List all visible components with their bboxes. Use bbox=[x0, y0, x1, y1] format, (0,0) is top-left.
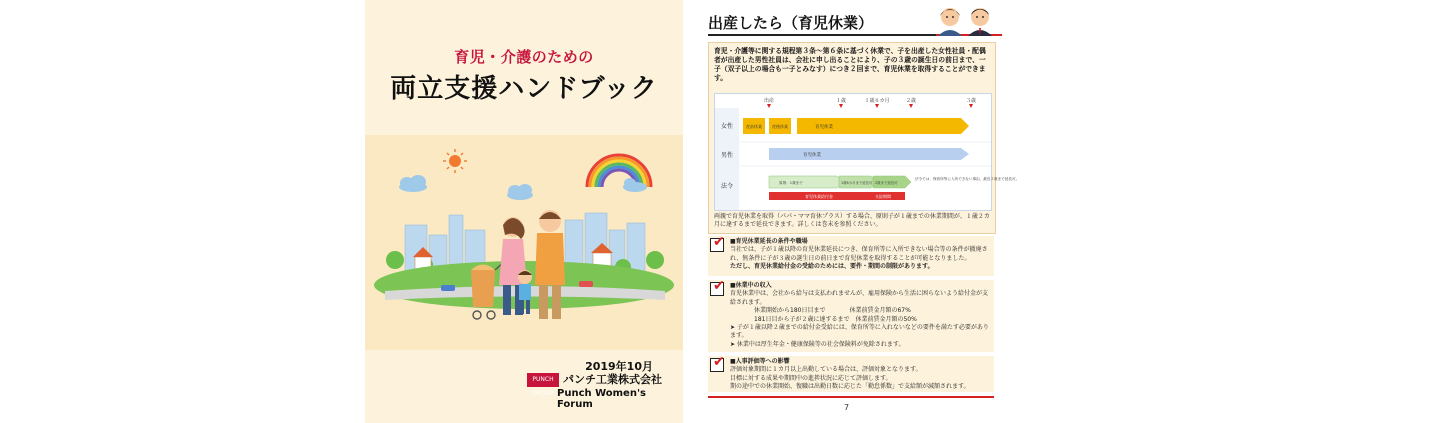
law-note: 法令では、保育所等に入所できない事由、最長２歳まで延長可。 bbox=[915, 177, 1020, 181]
bar-label: 産前休業 bbox=[746, 124, 762, 129]
bar-label: 育児休業給付金 bbox=[805, 194, 833, 199]
row-label-women: 女性 bbox=[720, 123, 734, 130]
employee-avatars bbox=[932, 4, 998, 36]
section-line: 181日目から子が２歳に達するまで 休業前賃金月額の50% bbox=[754, 315, 917, 323]
section-line: ➤ 休業中は厚生年金・健康保険等の社会保険料が免除されます。 bbox=[730, 340, 905, 348]
milestone-label: １歳 bbox=[835, 98, 847, 104]
woman-avatar-icon bbox=[938, 8, 962, 36]
handbook-cover bbox=[365, 0, 683, 423]
row-label-law: 法令 bbox=[720, 183, 734, 190]
bar-label: 産後休業 bbox=[772, 124, 788, 129]
section-evaluation-impact bbox=[708, 356, 994, 392]
section-line: 当社では、子が１歳以降の育児休業延長につき、保育所等に入所できない場合等の条件が撤廃され、無条件に子が３歳の誕生日の前日まで育児休業を取得することが可能となりました。 bbox=[730, 246, 988, 262]
milestone-label: ２歳 bbox=[905, 98, 917, 104]
section-line: 育児休業中は、会社から給与は支払われませんが、雇用保険から生活に困らないよう給付金が支給されます。 bbox=[730, 290, 989, 306]
rainbow-icon bbox=[587, 155, 651, 187]
check-icon: ✔ bbox=[713, 278, 725, 294]
section-line: 目標に対する成果や期間中の進捗状況に応じて評価します。 bbox=[730, 374, 892, 382]
section-heading: ■休業中の収入 bbox=[730, 282, 772, 289]
men-childcare-bar bbox=[769, 148, 969, 160]
family-city-illustration bbox=[365, 135, 683, 350]
page-title: 出産したら（育児休業） bbox=[708, 14, 874, 32]
cover-forum-name: Punch Women's Forum bbox=[557, 388, 646, 410]
handbook-page-7 bbox=[700, 0, 1020, 423]
checkbox-icon bbox=[710, 354, 725, 372]
man-avatar-icon bbox=[968, 8, 992, 36]
section-line: ➤ 子が１歳以降２歳までの給付金受給には、保育所等に入れないなどの要件を満たす必要があります。 bbox=[730, 324, 989, 340]
bottom-rule bbox=[708, 396, 994, 398]
bar-label: 2歳まで延長可 bbox=[875, 181, 898, 185]
section-line: 期の途中での休業開始、復職は出勤日数に応じた「勤怠係数」で支給額が減額されます。 bbox=[730, 383, 970, 391]
milestone-label: 出産 bbox=[763, 98, 775, 104]
cover-title: 両立支援ハンドブック bbox=[390, 74, 658, 104]
cover-subtitle: 育児・介護のための bbox=[454, 48, 594, 66]
title-rule bbox=[708, 34, 936, 36]
section-line: 評価対象期間に１カ月以上出勤している場合は、評価対象となります。 bbox=[730, 366, 922, 374]
row-label-men: 男性 bbox=[720, 152, 734, 159]
section-income-during-leave bbox=[708, 280, 994, 352]
section-heading: ■育児休業延長の条件や職場 bbox=[730, 238, 808, 245]
section-body bbox=[730, 282, 992, 349]
checkbox-icon bbox=[710, 278, 725, 296]
cover-company-name: パンチ工業株式会社 bbox=[563, 373, 662, 386]
section-line: 休業開始から180日目まで 休業前賃金月額の67% bbox=[754, 307, 911, 315]
section-body bbox=[730, 358, 992, 392]
bar-label: 支給期間 bbox=[875, 194, 891, 199]
check-icon: ✔ bbox=[713, 354, 725, 370]
milestone-markers bbox=[767, 104, 973, 108]
section-heading: ■人事評価等への影響 bbox=[730, 358, 790, 365]
section-line: ただし、育児休業給付金の受給のためには、要件・期間の制限があります。 bbox=[730, 263, 934, 271]
sun-icon bbox=[443, 149, 467, 173]
section-extension-conditions bbox=[708, 236, 994, 276]
milestone-label: ３歳 bbox=[965, 98, 977, 104]
bar-label: 原則：1歳まで bbox=[779, 181, 803, 185]
cover-date: 2019年10月 bbox=[585, 360, 653, 373]
check-icon: ✔ bbox=[713, 234, 725, 250]
intro-note: 両親で育児休業を取得（パパ・ママ育休プラス）する場合、原則子が１歳までの休業期間が、１歳２カ月に達するまで延長できます。詳しくは巻末を参照ください。 bbox=[714, 213, 990, 228]
leave-timeline-diagram bbox=[714, 93, 1020, 211]
intro-box bbox=[708, 42, 1020, 234]
bar-label: 1歳6カ月まで延長可 bbox=[841, 181, 873, 185]
milestone-label: １歳６カ月 bbox=[864, 98, 890, 104]
section-body bbox=[730, 238, 992, 272]
intro-text: 育児・介護等に関する規程第３条～第６条に基づく休業で、子を出産した女性社員・配偶者が出産した男性社員は、会社に申し出ることにより、子の３歳の誕生日の前日まで、一子（双子以上の場合も一子とみなす）につき２回まで、育児休業を取得することができます。 bbox=[714, 47, 986, 82]
page-number: 7 bbox=[844, 403, 850, 412]
cloud-icon bbox=[399, 175, 647, 200]
bar-label: 育児休業 bbox=[815, 125, 833, 130]
company-logo: PUNCH GROUP bbox=[527, 373, 559, 387]
checkbox-icon bbox=[710, 234, 725, 252]
bar-label: 育児休業 bbox=[803, 153, 821, 158]
